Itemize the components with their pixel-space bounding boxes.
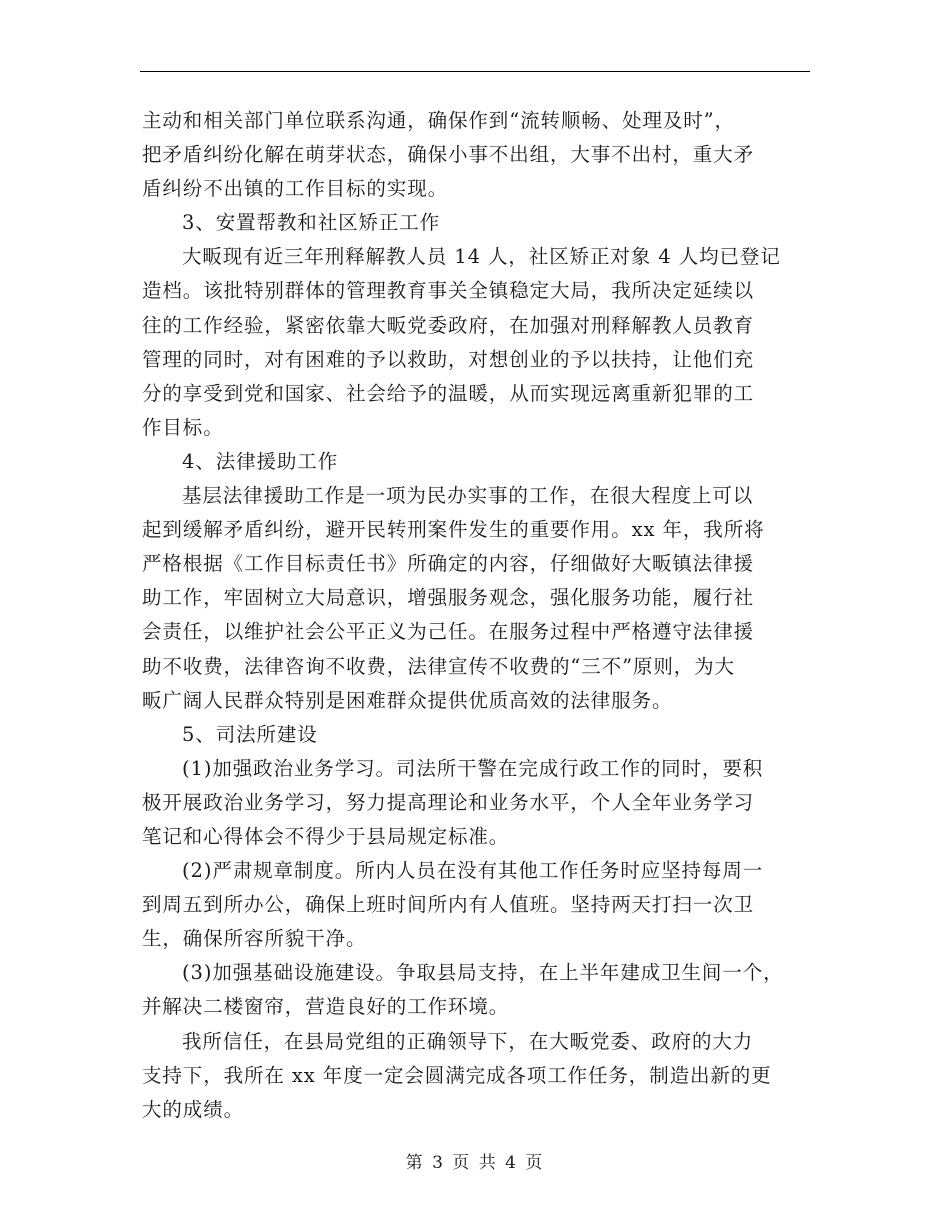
text-line: 4、法律援助工作 <box>182 449 339 473</box>
text-line: 盾纠纷不出镇的工作目标的实现。 <box>142 177 449 201</box>
text-line: 助工作，牢固树立大局意识，增强服务观念，强化服务功能，履行社 <box>142 586 755 610</box>
text-line: 助不收费，法律咨询不收费，法律宣传不收费的“三不”原则，为大 <box>142 654 735 678</box>
text-line: 管理的同时，对有困难的予以救助，对想创业的予以扶持，让他们充 <box>142 347 755 371</box>
text-line: 主动和相关部门单位联系沟通，确保作到“流转顺畅、处理及时”， <box>142 109 735 132</box>
text-line: (2)严肃规章制度。所内人员在没有其他工作任务时应坚持每周一 <box>182 859 764 883</box>
page-footer: 第 3 页 共 4 页 <box>405 1153 545 1173</box>
text-line: 基层法律援助工作是一项为民办实事的工作，在很大程度上可以 <box>182 484 754 508</box>
text-line: 起到缓解矛盾纠纷，避开民转刑案件发生的重要作用。xx 年，我所将 <box>142 518 765 542</box>
text-line: 5、司法所建设 <box>182 722 318 746</box>
text-line: 会责任，以维护社会公平正义为己任。在服务过程中严格遵守法律援 <box>142 620 755 644</box>
header-rule <box>140 71 810 72</box>
text-line: 支持下，我所在 xx 年度一定会圆满完成各项工作任务，制造出新的更 <box>142 1063 772 1087</box>
text-line: 分的享受到党和国家、社会给予的温暖，从而实现远离重新犯罪的工 <box>142 381 755 405</box>
text-line: (1)加强政治业务学习。司法所干警在完成行政工作的同时，要积 <box>182 756 764 780</box>
text-line: 大畈现有近三年刑释解教人员 14 人，社区矫正对象 4 人均已登记 <box>182 245 781 269</box>
text-line: 笔记和心得体会不得少于县局规定标准。 <box>142 824 510 848</box>
text-line: 并解决二楼窗帘，营造良好的工作环境。 <box>142 995 510 1019</box>
text-line: 我所信任，在县局党组的正确领导下，在大畈党委、政府的大力 <box>182 1029 754 1053</box>
text-line: 严格根据《工作目标责任书》所确定的内容，仔细做好大畈镇法律援 <box>142 552 755 576</box>
text-line: 把矛盾纠纷化解在萌芽状态，确保小事不出组，大事不出村，重大矛 <box>142 143 755 167</box>
document-body <box>142 104 806 1127</box>
text-line: 造档。该批特别群体的管理教育事关全镇稳定大局，我所决定延续以 <box>142 279 755 303</box>
text-line: (3)加强基础设施建设。争取县局支持，在上半年建成卫生间一个， <box>182 961 784 985</box>
text-line: 3、安置帮教和社区矫正工作 <box>182 211 441 235</box>
text-line: 极开展政治业务学习，努力提高理论和业务水平，个人全年业务学习 <box>142 790 755 814</box>
text-line: 到周五到所办公，确保上班时间所内有人值班。坚持两天打扫一次卫 <box>142 893 755 917</box>
text-line: 畈广阔人民群众特别是困难群众提供优质高效的法律服务。 <box>142 688 673 712</box>
text-line: 大的成绩。 <box>142 1097 245 1121</box>
text-line: 生，确保所容所貌干净。 <box>142 927 367 951</box>
text-line: 作目标。 <box>142 415 224 439</box>
text-line: 往的工作经验，紧密依靠大畈党委政府，在加强对刑释解教人员教育 <box>142 313 755 337</box>
